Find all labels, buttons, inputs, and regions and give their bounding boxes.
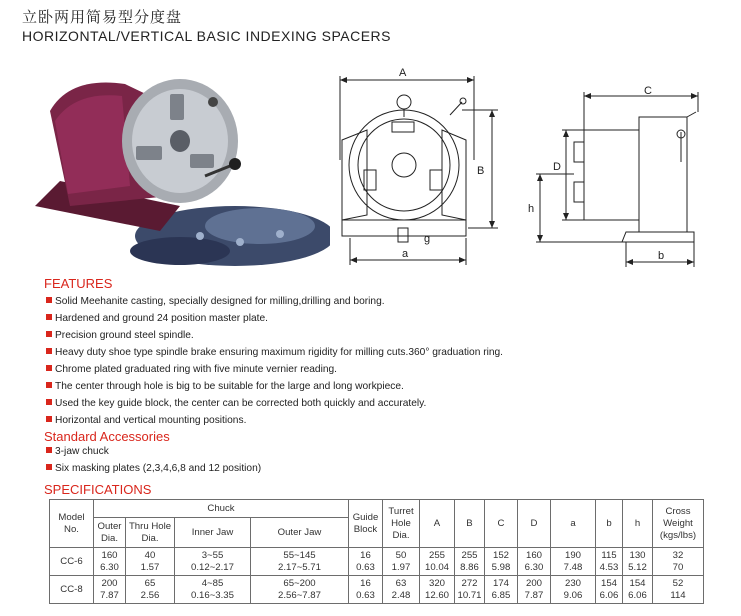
dim-label-b: b [658, 250, 665, 262]
bullet-icon [46, 399, 52, 405]
feature-item [46, 398, 426, 409]
table-row [50, 576, 704, 604]
bullet-icon [46, 348, 52, 354]
dim-label-D: D [553, 161, 561, 173]
value-cell [349, 548, 383, 576]
value-line: 154 [629, 577, 646, 589]
value-line: 6.06 [599, 589, 619, 601]
value-line: 255 [428, 549, 445, 561]
dim-label-h: h [528, 203, 535, 215]
indicator-knob [397, 95, 411, 109]
value-cell [653, 548, 704, 576]
value-cell [94, 548, 126, 576]
value-line: 114 [670, 589, 686, 601]
feature-item [46, 364, 337, 375]
bullet-icon [46, 314, 52, 320]
value-cell [126, 548, 175, 576]
value-cell [596, 576, 623, 604]
dim-label-a: a [402, 248, 409, 260]
col-chuck: Chuck [94, 500, 349, 518]
value-line: 65~200 [283, 577, 316, 589]
value-line: 200 [525, 577, 542, 589]
feature-text: The center through hole is big to be suitable for the large and long workpiece. [55, 381, 404, 392]
value-line: 230 [564, 577, 581, 589]
spec-table [49, 499, 704, 604]
bullet-icon [46, 464, 52, 470]
feature-item [46, 381, 404, 392]
value-line: 7.48 [563, 561, 583, 573]
value-cell [251, 576, 349, 604]
value-line: 152 [492, 549, 509, 561]
value-cell [485, 548, 518, 576]
value-cell [175, 576, 251, 604]
dim-label-B: B [477, 165, 485, 177]
value-line: 9.06 [563, 589, 583, 601]
side-view-drawing [526, 82, 716, 272]
value-line: 10.71 [457, 589, 482, 601]
dim-label-g: g [424, 233, 431, 245]
feature-text: Horizontal and vertical mounting positions. [55, 415, 247, 426]
feature-item [46, 330, 194, 341]
value-line: 2.48 [391, 589, 411, 601]
product-photo [30, 66, 330, 276]
value-line: 5.12 [628, 561, 647, 573]
value-cell [551, 576, 596, 604]
value-line: 16 [360, 577, 371, 589]
value-cell [518, 576, 551, 604]
title-chinese: 立卧两用简易型分度盘 [22, 8, 183, 26]
value-line: 1.57 [140, 561, 160, 573]
value-line: 4~85 [201, 577, 224, 589]
col-guide-block: Guide Block [349, 500, 383, 548]
accessories-heading: Standard Accessories [44, 429, 170, 444]
value-line: 16 [360, 549, 371, 561]
feature-text: Solid Meehanite casting, specially designed for milling,drilling and boring. [55, 296, 385, 307]
col-outer-jaw: Outer Jaw [251, 518, 349, 548]
col-dim: h [623, 500, 653, 548]
col-dim: C [485, 500, 518, 548]
value-line: 154 [600, 577, 617, 589]
value-line: 174 [492, 577, 509, 589]
value-cell [455, 548, 485, 576]
value-line: 70 [672, 561, 684, 573]
value-cell [420, 548, 455, 576]
value-line: 190 [564, 549, 581, 561]
feature-item [46, 347, 503, 358]
feature-text: Used the key guide block, the center can be corrected both quickly and accurately. [55, 398, 427, 409]
value-cell [175, 548, 251, 576]
value-cell [551, 548, 596, 576]
model-cell: CC-6 [50, 548, 94, 576]
value-line: 4.53 [599, 561, 619, 573]
value-line: 2.56~7.87 [278, 589, 321, 601]
dim-label-A: A [399, 67, 407, 79]
col-dim: b [596, 500, 623, 548]
col-model: Model No. [50, 500, 94, 548]
feature-item [46, 415, 246, 426]
value-cell [596, 548, 623, 576]
value-line: 0.12~2.17 [191, 561, 234, 573]
value-cell [653, 576, 704, 604]
value-cell [518, 548, 551, 576]
value-line: 6.30 [100, 561, 119, 573]
col-outer-dia: Outer Dia. [94, 518, 126, 548]
bullet-icon [46, 331, 52, 337]
feature-item [46, 313, 268, 324]
value-line: 10.04 [424, 561, 449, 573]
feature-text: Chrome plated graduated ring with five minute vernier reading. [55, 364, 338, 375]
value-line: 5.98 [491, 561, 511, 573]
value-cell [420, 576, 455, 604]
accessory-item [46, 446, 109, 457]
value-line: 2.56 [140, 589, 160, 601]
bullet-icon [46, 382, 52, 388]
bullet-icon [46, 297, 52, 303]
value-line: 8.86 [460, 561, 479, 573]
value-line: 160 [101, 549, 118, 561]
col-weight: Cross Weight (kgs/lbs) [653, 500, 704, 548]
value-line: 7.87 [524, 589, 544, 601]
value-line: 3~55 [201, 549, 224, 561]
value-line: 63 [395, 577, 407, 589]
accessory-item [46, 463, 261, 474]
value-line: 6.85 [491, 589, 511, 601]
accessory-text: Six masking plates (2,3,4,6,8 and 12 position) [55, 463, 262, 474]
value-line: 255 [461, 549, 478, 561]
col-dim: a [551, 500, 596, 548]
dim-label-C: C [644, 85, 652, 97]
col-thru-hole: Thru Hole Dia. [126, 518, 175, 548]
col-turret-hole: Turret Hole Dia. [383, 500, 420, 548]
value-line: 7.87 [100, 589, 119, 601]
feature-text: Precision ground steel spindle. [55, 330, 194, 341]
accessory-text: 3-jaw chuck [55, 446, 109, 457]
model-cell: CC-8 [50, 576, 94, 604]
col-dim: A [420, 500, 455, 548]
bullet-icon [46, 365, 52, 371]
value-line: 0.63 [356, 561, 375, 573]
title-english: HORIZONTAL/VERTICAL BASIC INDEXING SPACERS [22, 28, 391, 44]
value-line: 6.06 [628, 589, 647, 601]
value-cell [455, 576, 485, 604]
table-row [50, 548, 704, 576]
value-line: 115 [601, 549, 617, 561]
value-line: 130 [629, 549, 646, 561]
value-line: 0.16~3.35 [191, 589, 234, 601]
value-line: 32 [672, 549, 684, 561]
value-line: 160 [525, 549, 542, 561]
value-line: 55~145 [283, 549, 316, 561]
value-cell [251, 548, 349, 576]
value-cell [349, 576, 383, 604]
bullet-icon [46, 447, 52, 453]
col-dim: B [455, 500, 485, 548]
value-line: 1.97 [391, 561, 411, 573]
value-cell [623, 576, 653, 604]
value-line: 6.30 [524, 561, 544, 573]
value-line: 200 [101, 577, 118, 589]
value-line: 50 [395, 549, 407, 561]
feature-text: Hardened and ground 24 position master plate. [55, 313, 268, 324]
value-cell [94, 576, 126, 604]
feature-text: Heavy duty shoe type spindle brake ensuring maximum rigidity for milling cuts.360° graduation ring. [55, 347, 504, 358]
value-line: 320 [428, 577, 445, 589]
value-line: 2.17~5.71 [278, 561, 321, 573]
value-line: 0.63 [356, 589, 375, 601]
bullet-icon [46, 416, 52, 422]
value-line: 52 [672, 577, 684, 589]
col-inner-jaw: Inner Jaw [175, 518, 251, 548]
value-line: 272 [461, 577, 478, 589]
value-cell [383, 548, 420, 576]
specs-heading: SPECIFICATIONS [44, 482, 152, 497]
value-line: 65 [144, 577, 156, 589]
chuck-side [584, 130, 639, 220]
value-cell [126, 576, 175, 604]
front-view-drawing [322, 60, 502, 272]
value-line: 40 [144, 549, 156, 561]
value-cell [623, 548, 653, 576]
feature-item [46, 296, 385, 307]
col-dim: D [518, 500, 551, 548]
value-line: 12.60 [424, 589, 449, 601]
value-cell [383, 576, 420, 604]
value-cell [485, 576, 518, 604]
features-heading: FEATURES [44, 276, 113, 291]
